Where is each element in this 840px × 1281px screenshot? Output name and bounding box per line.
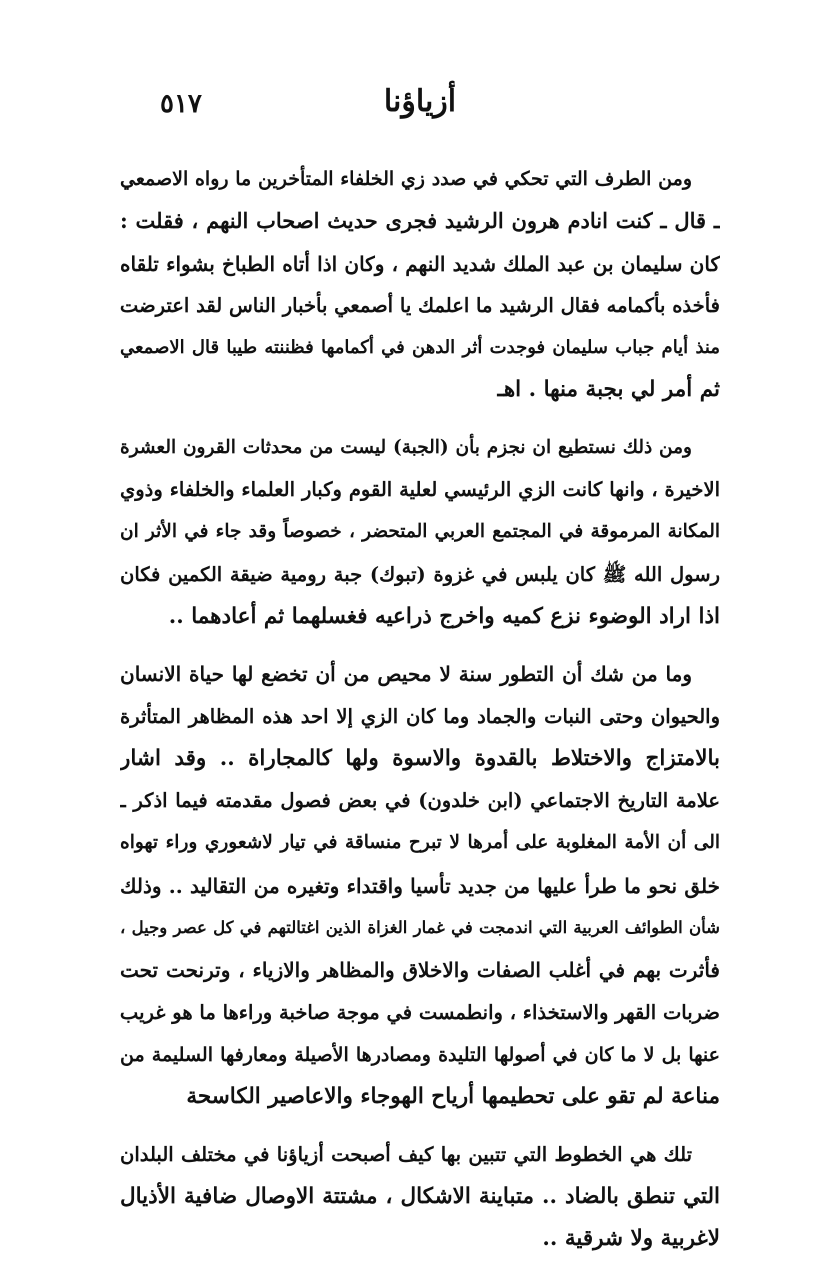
text-line: فأثرت بهم في أغلب الصفات والاخلاق والمظاهر والازياء ، وترنحت تحت bbox=[120, 958, 720, 983]
text-line: ضربات القهر والاستخذاء ، وانطمست في موجة صاخبة وراءها ما هو غريب bbox=[120, 1000, 720, 1024]
text-line: اذا اراد الوضوء نزع كميه واخرج ذراعيه فغسلهما ثم أعادهما .. bbox=[168, 603, 720, 629]
text-line: فأخذه بأكمامه فقال الرشيد ما اعلمك يا أصمعي بأخبار الناس لقد اعترضت bbox=[120, 293, 720, 317]
text-line: المكانة المرموقة في المجتمع العربي المتحضر ، خصوصاً وقد جاء في الأثر ان bbox=[120, 521, 720, 543]
body-text bbox=[120, 158, 720, 1260]
text-line: رسول الله ﷺ كان يلبس في غزوة (تبوك) جبة رومية ضيقة الكمين فكان bbox=[120, 562, 720, 586]
text-line: ومن الطرف التي تحكي في صدد زي الخلفاء المتأخرين ما رواه الاصمعي bbox=[120, 168, 692, 190]
text-line: شأن الطوائف العربية التي اندمجت في غمار الغزاة الذين اغتالتهم في كل عصر وجيل ، bbox=[120, 918, 720, 938]
text-line: والحيوان وحتى النبات والجماد وما كان الزي إلا احد هذه المظاهر المتأثرة bbox=[120, 704, 720, 728]
paragraph-1 bbox=[120, 158, 720, 412]
text-line: منذ أيام جباب سليمان فوجدت أثر الدهن في أكمامها فظننته طيبا قال الاصمعي bbox=[120, 337, 720, 359]
text-line: وما من شك أن التطور سنة لا محيص من أن تخضع لها حياة الانسان bbox=[120, 662, 692, 687]
text-line: ـ قال ـ كنت انادم هرون الرشيد فجرى حديث اصحاب النهم ، فقلت : bbox=[120, 208, 720, 234]
page-title: أزياؤنا bbox=[383, 84, 457, 119]
text-line: خلق نحو ما طرأ عليها من جديد تأسيا واقتداء وتغيره من التقاليد .. وذلك bbox=[120, 873, 720, 898]
text-line: ثم أمر لي بجبة منها . اهـ bbox=[497, 377, 720, 403]
running-head bbox=[150, 82, 690, 122]
paragraph-3 bbox=[120, 653, 720, 1118]
text-line: عنها بل لا ما كان في أصولها التليدة ومصادرها الأصيلة ومعارفها السليمة من bbox=[120, 1043, 720, 1066]
text-line: ومن ذلك نستطيع ان نجزم بأن (الجبة) ليست من محدثات القرون العشرة bbox=[120, 436, 692, 458]
text-line: مناعة لم تقو على تحطيمها أرياح الهوجاء والاعاصير الكاسحة bbox=[186, 1084, 720, 1110]
text-line: تلك هي الخطوط التي تتبين بها كيف أصبحت أزياؤنا في مختلف البلدان bbox=[120, 1142, 692, 1166]
text-line: الاخيرة ، وانها كانت الزي الرئيسي لعلية القوم وكبار العلماء والخلفاء وذوي bbox=[120, 478, 720, 502]
text-line: الى أن الأمة المغلوبة على أمرها لا تبرح منساقة في تيار لاشعوري وراء تهواه bbox=[120, 832, 720, 854]
text-line: علامة التاريخ الاجتماعي (ابن خلدون) في بعض فصول مقدمته فيما اذكر ـ bbox=[120, 789, 720, 813]
paragraph-4 bbox=[120, 1134, 720, 1261]
text-line: كان سليمان بن عبد الملك شديد النهم ، وكان اذا أتاه الطباخ بشواء تلقاه bbox=[120, 251, 720, 276]
paragraph-2 bbox=[120, 427, 720, 638]
text-line: بالامتزاج والاختلاط بالقدوة والاسوة ولها كالمجاراة .. وقد اشار bbox=[120, 745, 720, 771]
text-line: التي تنطق بالضاد .. متباينة الاشكال ، مشتتة الاوصال ضافية الأذيال bbox=[120, 1183, 720, 1209]
page-number: ٥١٧ bbox=[160, 89, 202, 119]
text-line: لاغربية ولا شرقية .. bbox=[542, 1226, 720, 1252]
